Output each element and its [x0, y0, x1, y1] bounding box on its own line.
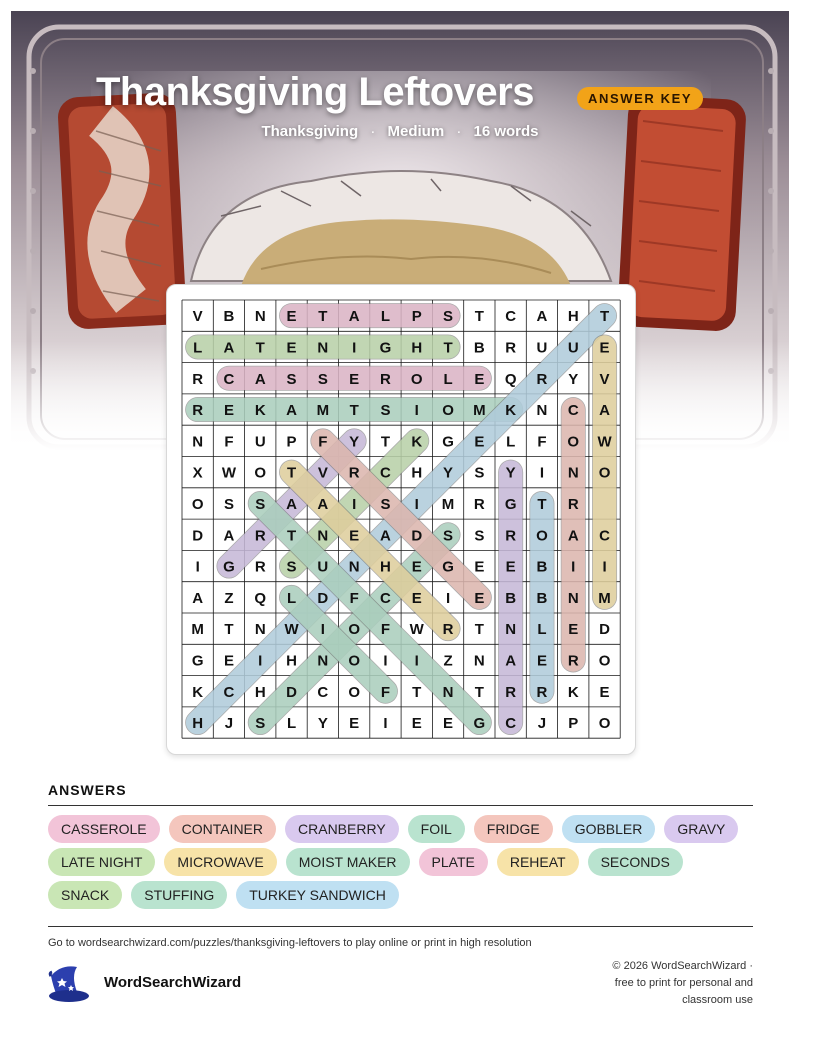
grid-letter: Z [224, 589, 234, 607]
grid-letter: O [536, 527, 548, 545]
grid-letter: N [442, 683, 454, 701]
grid-letter: D [599, 621, 610, 639]
grid-letter: J [224, 715, 234, 733]
answer-pill: LATE NIGHT [48, 848, 155, 876]
page-title: Thanksgiving Leftovers [96, 70, 534, 114]
grid-letter: A [223, 339, 235, 357]
answer-pill: MOIST MAKER [286, 848, 410, 876]
grid-letter: V [192, 308, 203, 326]
grid-letter: R [505, 527, 517, 545]
grid-letter: E [474, 370, 485, 388]
grid-letter: S [255, 715, 266, 733]
brand-name: WordSearchWizard [104, 974, 242, 991]
grid-letter: T [443, 339, 453, 357]
grid-letter: L [286, 589, 297, 607]
grid-letter: S [380, 495, 391, 513]
grid-letter: G [379, 339, 392, 357]
puzzle-meta [0, 123, 800, 140]
grid-letter: U [254, 433, 266, 451]
grid-letter: A [286, 495, 297, 513]
grid-letter: L [286, 715, 297, 733]
grid-letter: M [316, 402, 330, 420]
grid-letter: K [411, 433, 423, 451]
grid-letter: E [411, 558, 422, 576]
answer-pill: MICROWAVE [164, 848, 276, 876]
answer-pill: CONTAINER [169, 815, 276, 843]
grid-letter: T [349, 402, 359, 420]
grid-letter: N [317, 652, 329, 670]
grid-letter: E [223, 652, 234, 670]
grid-letter: E [599, 339, 610, 357]
grid-letter: O [598, 715, 611, 733]
grid-letter: I [414, 495, 419, 513]
grid-letter: G [191, 652, 204, 670]
grid-letter: E [505, 558, 516, 576]
grid-letter: T [474, 621, 484, 639]
answer-pill: SNACK [48, 881, 122, 909]
grid-letter: X [192, 464, 203, 482]
grid-letter: V [317, 464, 328, 482]
grid-letter: E [349, 370, 360, 388]
grid-letter: S [474, 527, 485, 545]
grid-letter: U [536, 339, 548, 357]
grid-letter: A [317, 495, 329, 513]
grid-letter: F [380, 683, 391, 701]
grid-letter: R [348, 464, 360, 482]
grid-letter: N [348, 558, 360, 576]
copyright-line: © 2026 WordSearchWizard · [612, 960, 753, 972]
grid-letter: S [474, 464, 485, 482]
copyright-line: free to print for personal and [614, 977, 753, 989]
grid-letter: E [474, 589, 485, 607]
grid-letter: E [474, 433, 485, 451]
grid-letter: H [411, 339, 423, 357]
grid-letter: N [536, 402, 548, 420]
grid-letter: D [192, 527, 204, 545]
grid-letter: E [411, 589, 422, 607]
grid-letter: P [568, 715, 579, 733]
grid-letter: N [567, 464, 579, 482]
meta-separator: · [456, 123, 462, 140]
grid-letter: O [598, 464, 611, 482]
grid-letter: H [192, 715, 204, 733]
grid-letter: E [536, 652, 547, 670]
grid-letter: G [473, 715, 486, 733]
grid-letter: T [255, 339, 265, 357]
grid-letter: T [474, 308, 484, 326]
grid-letter: G [223, 558, 235, 576]
grid-letter: V [599, 370, 610, 388]
grid-letter: C [599, 527, 610, 545]
grid-letter: C [380, 589, 391, 607]
grid-letter: I [258, 652, 263, 670]
grid-letter: C [505, 308, 517, 326]
grid-letter: N [317, 527, 329, 545]
grid-letter: H [567, 308, 579, 326]
grid-letter: R [192, 370, 204, 388]
grid-letter: F [224, 433, 234, 451]
grid-letter: U [317, 558, 329, 576]
grid-letter: A [536, 308, 548, 326]
difficulty-label: Medium [387, 123, 445, 140]
category-label: Thanksgiving [261, 123, 359, 140]
answers-heading: ANSWERS [48, 782, 127, 798]
grid-letter: A [599, 402, 610, 420]
grid-letter: S [380, 402, 391, 420]
grid-letter: S [317, 370, 328, 388]
answers-list [48, 815, 768, 914]
grid-letter: W [597, 433, 612, 451]
copyright-notice [573, 958, 753, 1009]
answer-pill: CASSEROLE [48, 815, 160, 843]
grid-letter: N [567, 589, 579, 607]
grid-letter: Y [505, 464, 516, 482]
grid-letter: M [473, 402, 486, 420]
grid-letter: Q [254, 589, 267, 607]
grid-letter: B [536, 558, 548, 576]
grid-letter: E [286, 308, 297, 326]
grid-letter: P [411, 308, 422, 326]
grid-letter: E [349, 527, 360, 545]
grid-letter: I [195, 558, 200, 576]
answer-pill: FRIDGE [474, 815, 553, 843]
grid-letter: K [567, 683, 579, 701]
grid-letter: D [317, 589, 329, 607]
grid-letter: F [537, 433, 547, 451]
divider [48, 926, 753, 927]
puzzle-grid [167, 285, 635, 754]
grid-letter: R [536, 370, 548, 388]
grid-letter: L [193, 339, 203, 357]
answer-pill: SECONDS [588, 848, 683, 876]
grid-letter: O [254, 464, 267, 482]
grid-letter: D [286, 683, 297, 701]
grid-letter: I [383, 715, 388, 733]
grid-letter: R [567, 495, 579, 513]
grid-letter: F [380, 621, 391, 639]
grid-letter: E [568, 621, 579, 639]
grid-letter: Y [443, 464, 454, 482]
grid-letter: R [192, 402, 204, 420]
grid-letter: K [505, 402, 517, 420]
grid-letter: A [380, 527, 391, 545]
grid-letter: T [412, 683, 422, 701]
grid-letter: I [320, 621, 325, 639]
grid-letter: E [411, 715, 422, 733]
answer-pill: FOIL [408, 815, 465, 843]
grid-letter: E [599, 683, 610, 701]
grid-letter: R [254, 527, 266, 545]
grid-letter: A [505, 652, 517, 670]
grid-letter: H [254, 683, 266, 701]
answer-pill: GRAVY [664, 815, 738, 843]
grid-letter: Z [443, 652, 453, 670]
grid-letter: I [571, 558, 576, 576]
word-count-label: 16 words [473, 123, 539, 140]
grid-letter: S [286, 370, 297, 388]
grid-letter: L [443, 370, 453, 388]
grid-letter: N [505, 621, 517, 639]
grid-letter: E [443, 715, 454, 733]
grid-letter: I [445, 589, 451, 607]
grid-letter: C [223, 683, 235, 701]
grid-letter: O [191, 495, 204, 513]
grid-letter: R [536, 683, 548, 701]
grid-letter: C [317, 683, 329, 701]
grid-letter: H [380, 558, 391, 576]
answer-pill: CRANBERRY [285, 815, 399, 843]
grid-letter: L [537, 621, 547, 639]
grid-letter: B [473, 339, 485, 357]
grid-letter: T [537, 495, 547, 513]
grid-letter: E [349, 715, 360, 733]
grid-letter: S [443, 308, 454, 326]
grid-letter: R [505, 683, 517, 701]
grid-letter: I [414, 402, 419, 420]
grid-letter: N [192, 433, 204, 451]
grid-letter: R [505, 339, 517, 357]
grid-letter: W [409, 621, 424, 639]
answer-pill: STUFFING [131, 881, 227, 909]
footer-note: Go to wordsearchwizard.com/puzzles/thanksgiving-leftovers to play online or print in high resolution [48, 937, 532, 949]
grid-letter: N [317, 339, 329, 357]
grid-letter: I [383, 652, 388, 670]
grid-letter: G [442, 558, 454, 576]
grid-letter: C [567, 402, 579, 420]
grid-letter: O [567, 433, 580, 451]
copyright-line: classroom use [682, 994, 753, 1006]
grid-letter: S [223, 495, 234, 513]
divider [48, 805, 753, 806]
grid-letter: B [505, 589, 517, 607]
grid-letter: I [352, 495, 357, 513]
grid-letter: Y [317, 715, 328, 733]
grid-letter: S [255, 495, 266, 513]
grid-letter: A [223, 527, 235, 545]
grid-letter: I [602, 558, 607, 576]
grid-letter: L [506, 433, 516, 451]
grid-letter: G [504, 495, 517, 513]
grid-letter: R [254, 558, 266, 576]
grid-letter: H [286, 652, 297, 670]
grid-letter: E [223, 402, 234, 420]
grid-letter: T [224, 621, 234, 639]
grid-letter: P [286, 433, 297, 451]
grid-letter: D [411, 527, 423, 545]
grid-letter: T [286, 464, 297, 482]
grid-letter: W [284, 621, 299, 639]
answer-pill: REHEAT [497, 848, 579, 876]
grid-letter: R [473, 495, 485, 513]
answer-pill: TURKEY SANDWICH [236, 881, 399, 909]
grid-letter: A [254, 370, 266, 388]
grid-letter: C [505, 715, 517, 733]
grid-letter: E [474, 558, 485, 576]
grid-letter: O [410, 370, 423, 388]
grid-letter: I [352, 339, 357, 357]
grid-letter: K [192, 683, 204, 701]
grid-letter: F [349, 589, 359, 607]
grid-letter: A [567, 527, 579, 545]
grid-letter: K [254, 402, 266, 420]
grid-letter: N [254, 308, 266, 326]
grid-letter: T [286, 527, 297, 545]
answer-pill: PLATE [419, 848, 488, 876]
grid-letter: L [380, 308, 391, 326]
grid-letter: T [380, 433, 391, 451]
grid-letter: R [442, 621, 454, 639]
grid-letter: H [411, 464, 423, 482]
grid-letter: M [598, 589, 611, 607]
grid-letter: S [443, 527, 454, 545]
grid-letter: M [191, 621, 204, 639]
grid-letter: A [286, 402, 297, 420]
grid-letter: Y [349, 433, 360, 451]
puzzle-grid-card [166, 284, 636, 755]
grid-letter: N [473, 652, 485, 670]
grid-letter: F [318, 433, 328, 451]
answer-pill: GOBBLER [562, 815, 656, 843]
answer-key-badge: ANSWER KEY [577, 87, 703, 110]
grid-letter: E [286, 339, 297, 357]
grid-letter: W [221, 464, 237, 482]
grid-letter: T [599, 308, 610, 326]
grid-letter: C [380, 464, 391, 482]
grid-letter: O [348, 621, 360, 639]
grid-letter: U [567, 339, 579, 357]
grid-letter: A [348, 308, 360, 326]
grid-letter: O [348, 683, 360, 701]
meta-separator: · [370, 123, 376, 140]
grid-letter: R [567, 652, 579, 670]
grid-letter: T [474, 683, 484, 701]
grid-letter: M [441, 495, 455, 513]
grid-letter: O [348, 652, 360, 670]
grid-letter: B [536, 589, 548, 607]
grid-letter: N [254, 621, 266, 639]
grid-letter: G [442, 433, 454, 451]
grid-letter: O [598, 652, 611, 670]
wizard-hat-icon [47, 964, 93, 1009]
grid-letter: Y [568, 370, 579, 388]
grid-letter: I [414, 652, 419, 670]
grid-letter: S [286, 558, 297, 576]
grid-letter: R [380, 370, 391, 388]
grid-letter: B [223, 308, 235, 326]
grid-letter: J [537, 715, 547, 733]
grid-letter: Q [504, 370, 517, 388]
grid-letter: O [442, 402, 454, 420]
grid-letter: C [223, 370, 235, 388]
grid-letter: I [539, 464, 545, 482]
grid-letter: A [192, 589, 204, 607]
grid-letter: T [318, 308, 328, 326]
